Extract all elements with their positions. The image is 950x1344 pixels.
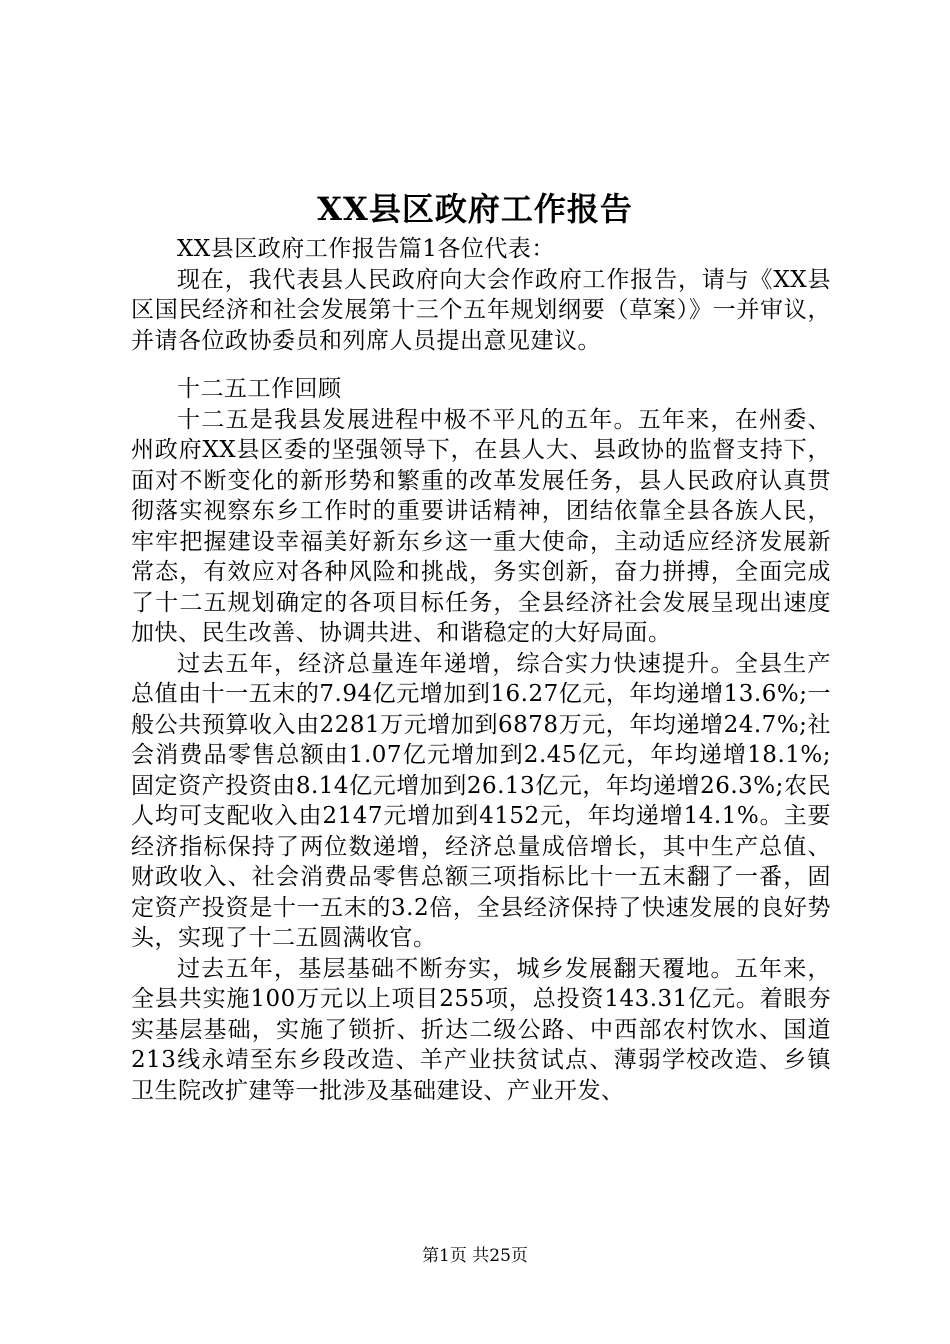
paragraph-salutation: XX县区政府工作报告篇1各位代表： bbox=[177, 236, 555, 262]
page-footer: 第1页 共25页 bbox=[422, 1246, 528, 1266]
document-body bbox=[131, 234, 831, 1106]
paragraph-infrastructure: 过去五年，基层基础不断夯实，城乡发展翻天覆地。五年来，全县共实施100万元以上项目255项，总投资143.31亿元。着眼夯实基层基础，实施了锁折、折达二级公路、中西部农村饮水、国道213线永靖至东乡段改造、羊产业扶贫试点、薄弱学校改造、乡镇卫生院改扩建等一批涉及基础建设、产业开发、 bbox=[131, 955, 831, 1104]
paragraph-review: 十二五是我县发展进程中极不平凡的五年。五年来，在州委、州政府XX县区委的坚强领导下，在县人大、县政协的监督支持下，面对不断变化的新形势和繁重的改革发展任务，县人民政府认真贯彻落实视察东乡工作时的重要讲话精神，团结依靠全县各族人民，牢牢把握建设幸福美好新东乡这一重大使命，主动适应经济发展新常态，有效应对各种风险和挑战，务实创新，奋力拼搏，全面完成了十二五规划确定的各项目标任务，全县经济社会发展呈现出速度加快、民生改善、协调共进、和谐稳定的大好局面。 bbox=[131, 406, 831, 646]
section-heading: 十二五工作回顾 bbox=[177, 376, 342, 402]
paragraph-intro: 现在，我代表县人民政府向大会作政府工作报告，请与《XX县区国民经济和社会发展第十三个五年规划纲要（草案）》一并审议，并请各位政协委员和列席人员提出意见建议。 bbox=[131, 266, 831, 354]
document-title: XX县区政府工作报告 bbox=[317, 190, 633, 228]
paragraph-economy: 过去五年，经济总量连年递增，综合实力快速提升。全县生产总值由十一五末的7.94亿元增加到16.27亿元，年均递增13.6%;一般公共预算收入由2281万元增加到6878万元，年均递增24.7%;社会消费品零售总额由1.07亿元增加到2.45亿元，年均递增18.1%;固定资产投资由8.14亿元增加到26.13亿元，年均递增26.3%;农民人均可支配收入由2147元增加到4152元，年均递增14.1%。主要经济指标保持了两位数递增，经济总量成倍增长，其中生产总值、财政收入、社会消费品零售总额三项指标比十一五末翻了一番，固定资产投资是十一五末的3.2倍，全县经济保持了快速发展的良好势头，实现了十二五圆满收官。 bbox=[131, 650, 831, 951]
